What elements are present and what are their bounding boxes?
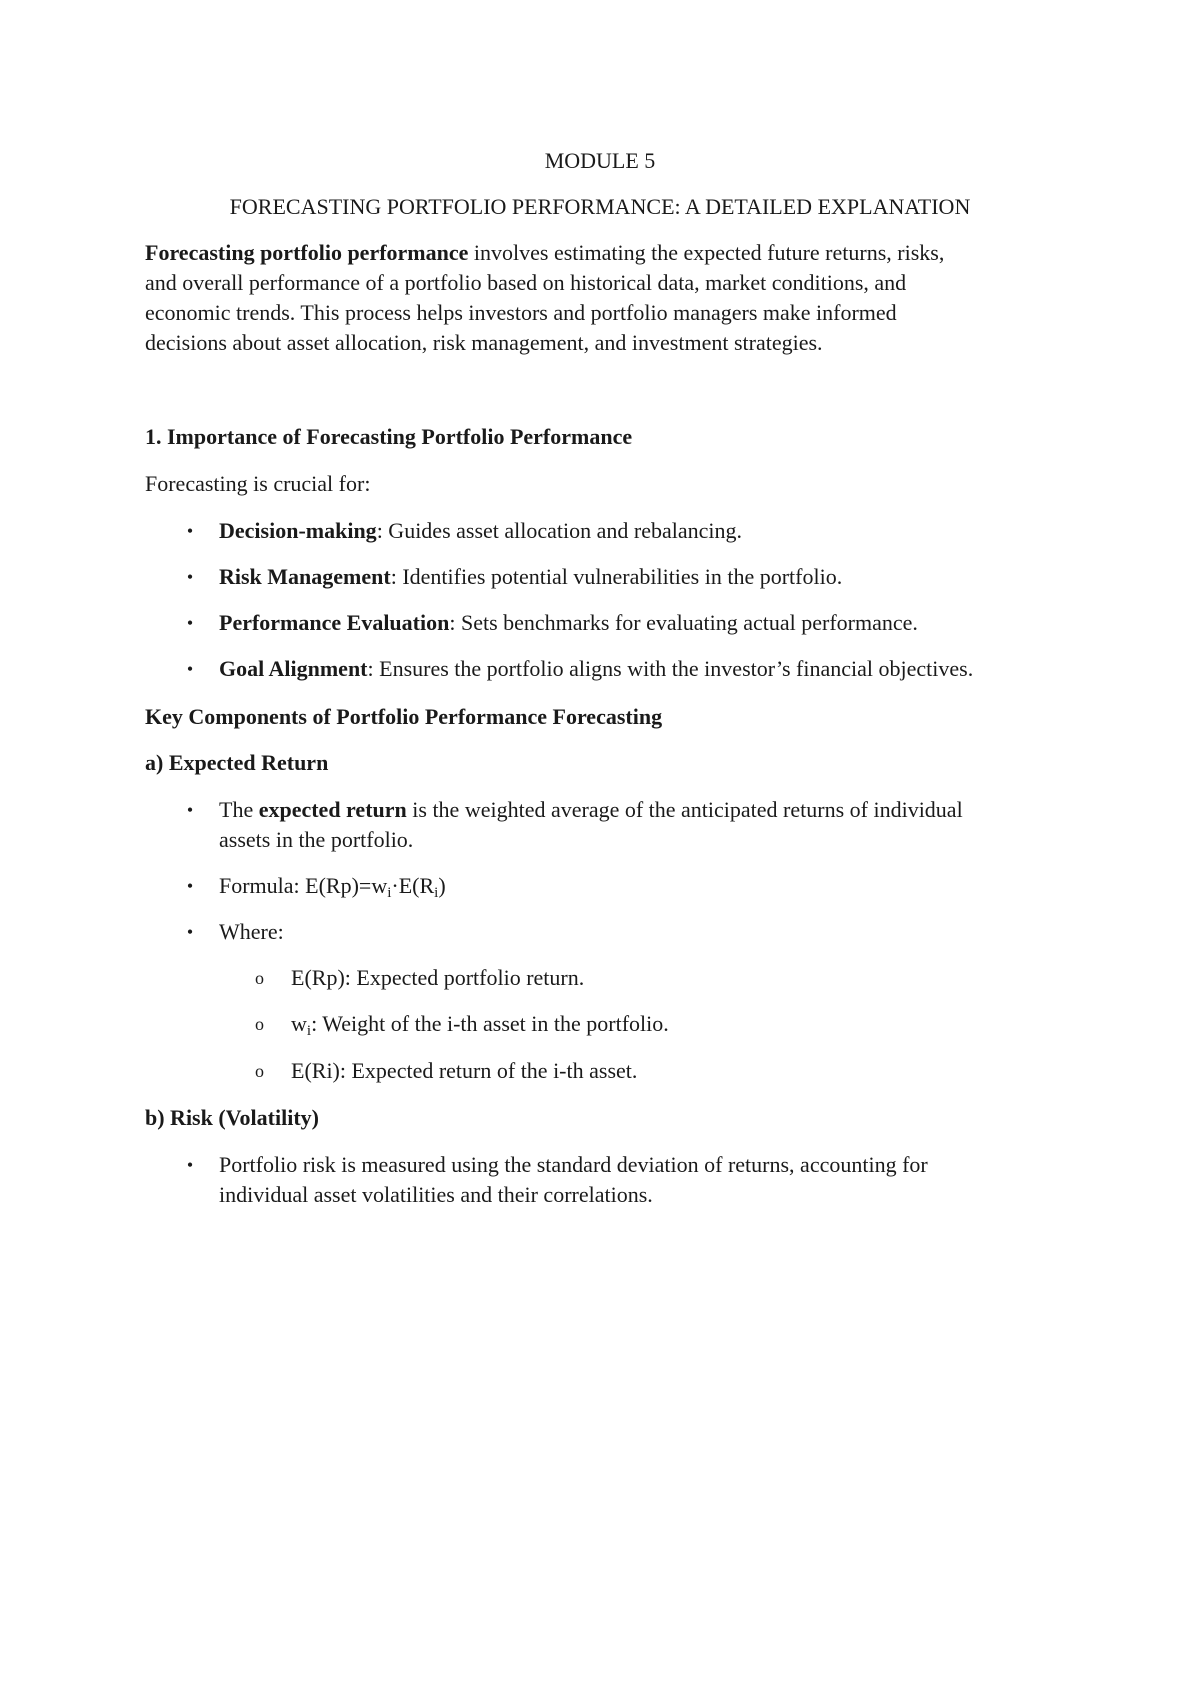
expected-return-prefix: The xyxy=(219,797,259,822)
definition-weight xyxy=(291,1009,669,1039)
definition-variable: w xyxy=(291,1011,307,1036)
sub-b-heading: b) Risk (Volatility) xyxy=(145,1105,319,1130)
bullet-icon: • xyxy=(186,1155,194,1175)
formula-end: ) xyxy=(438,873,446,898)
definition-expected-asset-return: E(Ri): Expected return of the i-th asset. xyxy=(291,1058,638,1083)
definition-expected-portfolio-return: E(Rp): Expected portfolio return. xyxy=(291,965,585,990)
risk-line-2: individual asset volatilities and their correlations. xyxy=(219,1182,653,1207)
bullet-icon: • xyxy=(186,659,194,679)
list-item-term: Risk Management xyxy=(219,564,391,589)
expected-return-line-2: assets in the portfolio. xyxy=(219,827,414,852)
list-item-text: : Ensures the portfolio aligns with the investor’s financial objectives. xyxy=(367,656,974,681)
intro-line-4: decisions about asset allocation, risk management, and investment strategies. xyxy=(145,330,823,355)
list-item-term: Goal Alignment xyxy=(219,656,368,681)
sub-bullet-icon: o xyxy=(255,968,264,988)
list-item-performance-evaluation xyxy=(219,608,918,638)
where-label: Where: xyxy=(219,919,284,944)
bullet-icon: • xyxy=(186,567,194,587)
risk-line-1: Portfolio risk is measured using the standard deviation of returns, accounting for xyxy=(219,1152,928,1177)
list-item-text: : Sets benchmarks for evaluating actual performance. xyxy=(449,610,918,635)
document-title: FORECASTING PORTFOLIO PERFORMANCE: A DETAILED EXPLANATION xyxy=(229,194,971,219)
section-1-heading: 1. Importance of Forecasting Portfolio Performance xyxy=(145,424,633,449)
section-1-lead: Forecasting is crucial for: xyxy=(145,471,371,496)
bullet-icon: • xyxy=(186,800,194,820)
definition-text: : Weight of the i-th asset in the portfolio. xyxy=(311,1011,669,1036)
formula xyxy=(219,871,446,901)
sub-a-heading: a) Expected Return xyxy=(145,750,329,775)
formula-subscript: i xyxy=(434,885,439,901)
expected-return-line-1 xyxy=(219,795,963,825)
bullet-icon: • xyxy=(186,521,194,541)
list-item-goal-alignment xyxy=(219,654,973,684)
intro-line-2: and overall performance of a portfolio based on historical data, market conditions, and xyxy=(145,270,907,295)
formula-prefix: Formula: E(Rp)=w xyxy=(219,873,388,898)
expected-return-term: expected return xyxy=(258,797,407,822)
sub-bullet-icon: o xyxy=(255,1014,264,1034)
expected-return-rest: is the weighted average of the anticipated returns of individual xyxy=(406,797,963,822)
intro-term: Forecasting portfolio performance xyxy=(145,240,469,265)
list-item-decision-making xyxy=(219,516,742,546)
intro-line-1-text: involves estimating the expected future returns, risks, xyxy=(468,240,945,265)
list-item-text: : Guides asset allocation and rebalancing. xyxy=(376,518,743,543)
intro-line-1 xyxy=(145,238,944,268)
key-components-heading: Key Components of Portfolio Performance Forecasting xyxy=(145,704,663,729)
bullet-icon: • xyxy=(186,613,194,633)
bullet-icon: • xyxy=(186,876,194,896)
sub-bullet-icon: o xyxy=(255,1061,264,1081)
formula-subscript: i xyxy=(387,885,392,901)
list-item-text: : Identifies potential vulnerabilities in the portfolio. xyxy=(390,564,843,589)
module-heading: MODULE 5 xyxy=(544,148,656,173)
formula-middle: ·E(R xyxy=(391,873,435,898)
list-item-term: Performance Evaluation xyxy=(219,610,450,635)
intro-line-3: economic trends. This process helps investors and portfolio managers make informed xyxy=(145,300,897,325)
list-item-risk-management xyxy=(219,562,842,592)
bullet-icon: • xyxy=(186,922,194,942)
definition-subscript: i xyxy=(306,1023,312,1039)
list-item-term: Decision-making xyxy=(219,518,377,543)
